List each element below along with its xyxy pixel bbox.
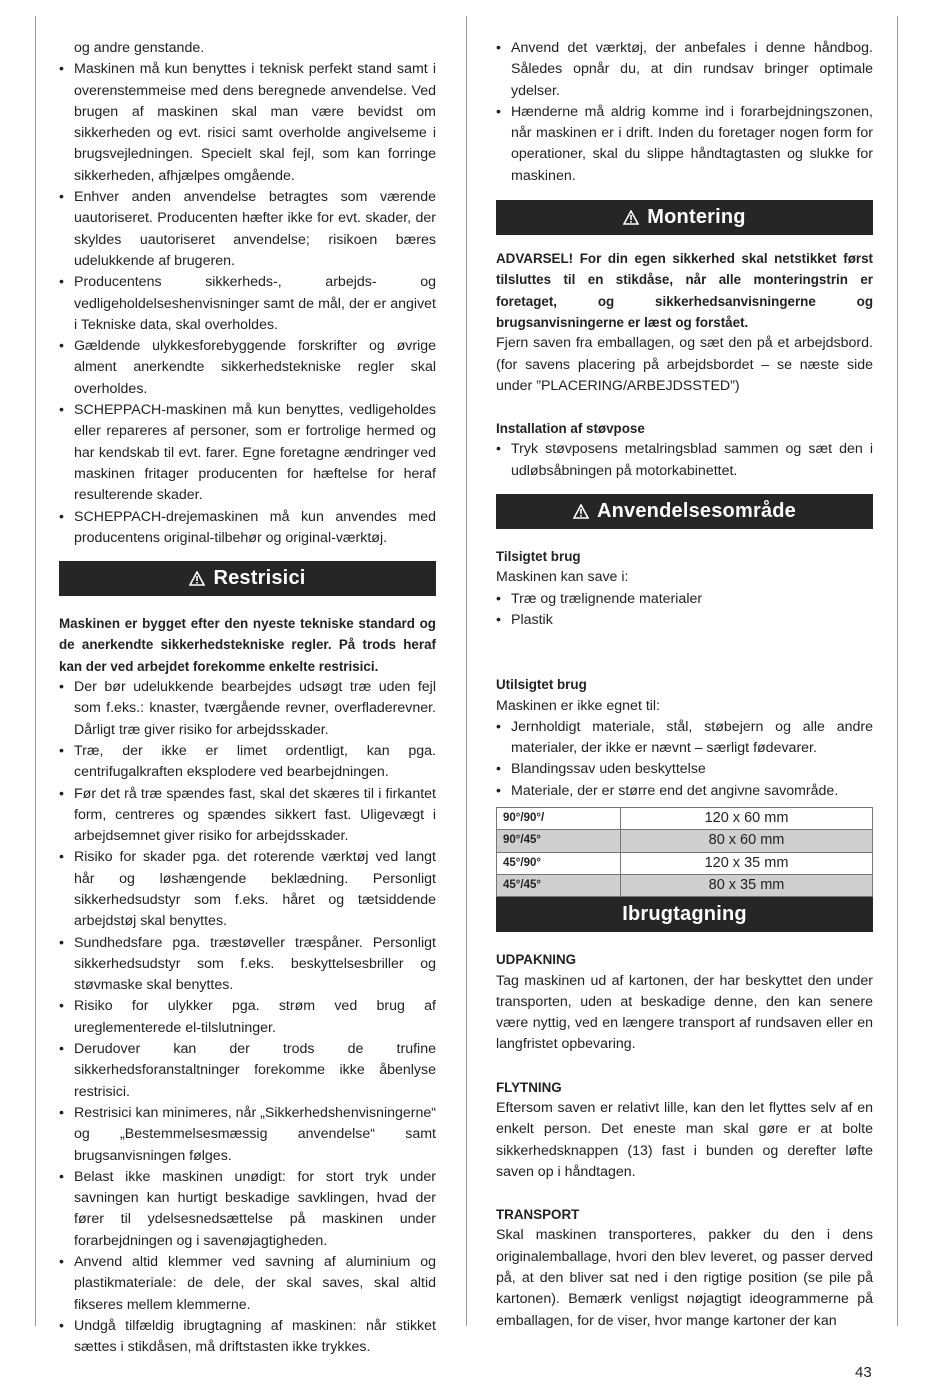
page-number: 43	[855, 1364, 872, 1381]
ibrugtagning-title: Ibrugtagning	[622, 903, 747, 926]
dimension-cell: 80 x 60 mm	[621, 830, 873, 852]
list-item: • Anvend altid klemmer ved savning af aluminium og plastikmateriale: de dele, der skal saves, skal altid fikseres mellem klemmerne.	[59, 1252, 436, 1316]
angle-cell: 90°/45°	[497, 830, 621, 852]
montering-text: Fjern saven fra emballagen, og sæt den på et arbejdsbord. (for savens placering på arbejdsbordet – se næste side under ”PLACERING/ARBEJDSSTED”)	[496, 335, 873, 394]
table-row	[497, 830, 873, 852]
list-item: • Maskinen må kun benyttes i teknisk perfekt stand samt i overenstemmeise med dens beregnede anvendelse. Ved brugen af maskinen skal man være bevidst om sikkerheden og evt. risici samt overholde angivelseme i brugsvejledningen. Specielt skal fejl, som kan forringe sikkerheden, afhjælpes omgående.	[59, 59, 436, 187]
list-item: • Plastik	[496, 610, 873, 631]
utilsigtet-text: Maskinen er ikke egnet til:	[496, 697, 661, 714]
tilsigtet-bullet-list	[496, 589, 873, 632]
list-item: • Risiko for ulykker pga. strøm ved brug af ureglementerede el-tilslutninger.	[59, 996, 436, 1039]
list-item: • Jernholdigt materiale, stål, støbejern og alle andre materialer, der ikke er nævnt – særligt fødevarer.	[496, 717, 873, 760]
restrisici-bullet-list	[59, 677, 436, 1359]
montering-title: Montering	[647, 205, 746, 228]
list-item: • Der bør udelukkende bearbejdes udsøgt træ uden fejl som f.eks.: knaster, tværgående revner, overfladerevner. Dårligt træ giver risiko for arbejdsskader.	[59, 677, 436, 741]
list-item: • Materiale, der er større end det angivne savområde.	[496, 781, 873, 802]
warning-triangle-icon	[573, 504, 589, 519]
list-item: • Træ og trælignende materialer	[496, 589, 873, 610]
angle-cell: 90°/90°/	[497, 808, 621, 830]
left-column	[59, 38, 436, 1359]
table-row	[497, 874, 873, 896]
utilsigtet-heading: Utilsigtet brug	[496, 677, 587, 693]
dimension-cell: 80 x 35 mm	[621, 874, 873, 896]
continuation-text: og andre genstande.	[74, 40, 205, 56]
list-item: • Derudover kan der trods de trufine sikkerhedsforanstaltninger forekomme ikke åbenlyse restrisici.	[59, 1039, 436, 1103]
dimension-cell: 120 x 35 mm	[621, 852, 873, 874]
list-item: • SCHEPPACH-drejemaskinen må kun anvendes med producentens original-tilbehør og original-værktøj.	[59, 507, 436, 550]
list-item: • Restrisici kan minimeres, når „Sikkerhedshenvisningerne“ og „Bestemmelsesmæssig anvendelse“ samt brugsanvisningen følges.	[59, 1103, 436, 1167]
anvendelse-heading-bar	[496, 494, 873, 529]
restrisici-title: Restrisici	[213, 566, 306, 589]
ibrugtagning-heading-bar	[496, 897, 873, 932]
flytning-text: Eftersom saven er relativt lille, kan den let flyttes selv af en enkelt person. Det eneste man skal gøre er at bolte sikkerhedsknappen (13) fast i bunden og derefter løfte saven op i håndtagen.	[496, 1099, 873, 1180]
list-item: • Før det rå træ spændes fast, skal det skæres til i firkantet form, centreres og spændes sikkert fast. Uligevægt i arbejdsemnet giver risiko for arbejdsskader.	[59, 784, 436, 848]
center-column-rule	[466, 16, 467, 1326]
udpakning-text: Tag maskinen ud af kartonen, der har beskyttet den under transporten, uden at beskadige denne, den kan senere være nyttig, ved en længere transport af rundsaven eller en langfristet opbevaring.	[496, 972, 873, 1053]
list-item: • Gældende ulykkesforebyggende forskrifter og øvrige alment anerkendte sikkerhedstekniske regler skal overholdes.	[59, 336, 436, 400]
list-item: • Enhver anden anvendelse betragtes som værende uautoriseret. Producenten hæfter ikke for evt. skader, der skyldes uautoriseret anvendelse; risikoen bæres udelukkende af brugeren.	[59, 187, 436, 272]
tilsigtet-text: Maskinen kan save i:	[496, 569, 629, 586]
list-item: • Træ, der ikke er limet ordentligt, kan pga. centrifugalkraften eksplodere ved bearbejdningen.	[59, 741, 436, 784]
utilsigtet-bullet-list	[496, 717, 873, 802]
safety-bullet-list	[59, 59, 436, 549]
transport-heading: TRANSPORT	[496, 1207, 580, 1223]
anvendelse-title: Anvendelsesområde	[596, 499, 797, 522]
tool-bullet-list	[496, 38, 873, 187]
stovpose-heading: Installation af støvpose	[496, 421, 645, 437]
list-item: • Tryk støvposens metalringsblad sammen og sæt den i udløbsåbningen på motorkabinettet.	[496, 439, 873, 482]
restrisici-intro: Maskinen er bygget efter den nyeste tekniske standard og de anerkendte sikkerhedstekniske regler. På trods heraf kan der ved arbejdet forekomme enkelte restrisici.	[59, 616, 436, 674]
angle-cell: 45°/90°	[497, 852, 621, 874]
list-item: • Risiko for skader pga. det roterende værktøj ved langt hår og løshængende beklædning. Personligt sikkerhedsudstyr som f.eks. håret og tætsiddende arbejdstøj skal benyttes.	[59, 847, 436, 932]
list-item: • Producentens sikkerheds-, arbejds- og vedligeholdelseshenvisninger samt de mål, der er angivet i Tekniske data, skal overholdes.	[59, 272, 436, 336]
right-margin-rule	[897, 16, 898, 1326]
warning-triangle-icon	[189, 571, 205, 586]
dimension-cell: 120 x 60 mm	[621, 808, 873, 830]
stovpose-bullet-list	[496, 439, 873, 482]
table-row	[497, 852, 873, 874]
udpakning-heading: UDPAKNING	[496, 952, 577, 968]
montering-warning: ADVARSEL! For din egen sikkerhed skal netstikket først tilsluttes til en stikdåse, når alle monteringstrin er foretaget, og sikkerhedsanvisningerne og brugsanvisningerne er læst og forstået.	[496, 251, 873, 330]
saw-capacity-table	[496, 807, 873, 897]
tilsigtet-heading: Tilsigtet brug	[496, 549, 581, 565]
table-row	[497, 808, 873, 830]
list-item: • Sundhedsfare pga. træstøveller træspåner. Personligt sikkerhedsudstyr som f.eks. beskyttelsesbriller og støvmaske skal benyttes.	[59, 933, 436, 997]
transport-text: Skal maskinen transporteres, pakker du den i dens originalemballage, hvori den blev leveret, og passer derved på, at den bliver sat ned i den rigtige position (se pile på kartonen). Bemærk venligst nøjagtigt ideogrammerne på emballagen, for de viser, hvor mange kartoner der kan	[496, 1227, 873, 1329]
restrisici-heading-bar	[59, 561, 436, 596]
montering-heading-bar	[496, 200, 873, 235]
list-item: • Hænderne må aldrig komme ind i forarbejdningszonen, når maskinen er i drift. Inden du foretager nogen form for operationer, skal du slippe håndtagtasten og slukke for maskinen.	[496, 102, 873, 187]
list-item: • Blandingssav uden beskyttelse	[496, 759, 873, 780]
right-column	[496, 38, 873, 1332]
left-margin-rule	[35, 16, 36, 1326]
flytning-heading: FLYTNING	[496, 1079, 562, 1095]
warning-triangle-icon	[623, 210, 639, 225]
list-item: • Undgå tilfældig ibrugtagning af maskinen: når stikket sættes i stikdåsen, må driftstasten ikke trykkes.	[59, 1316, 436, 1359]
angle-cell: 45°/45°	[497, 874, 621, 896]
list-item: • Belast ikke maskinen unødigt: for stort tryk under savningen kan hurtigt beskadige savklingen, hvad der fører til ydelsesnedsættelse på maskinen under forarbejdningen og i savenøjagtigheden.	[59, 1167, 436, 1252]
list-item: • Anvend det værktøj, der anbefales i denne håndbog. Således opnår du, at din rundsav bringer optimale ydelser.	[496, 38, 873, 102]
list-item: • SCHEPPACH-maskinen må kun benyttes, vedligeholdes eller repareres af personer, som er fortrolige hermed og har kendskab til evt. farer. Egne foretagne ændringer ved maskinen fritager producenten for hæftelse for heraf resulterende skader.	[59, 400, 436, 506]
